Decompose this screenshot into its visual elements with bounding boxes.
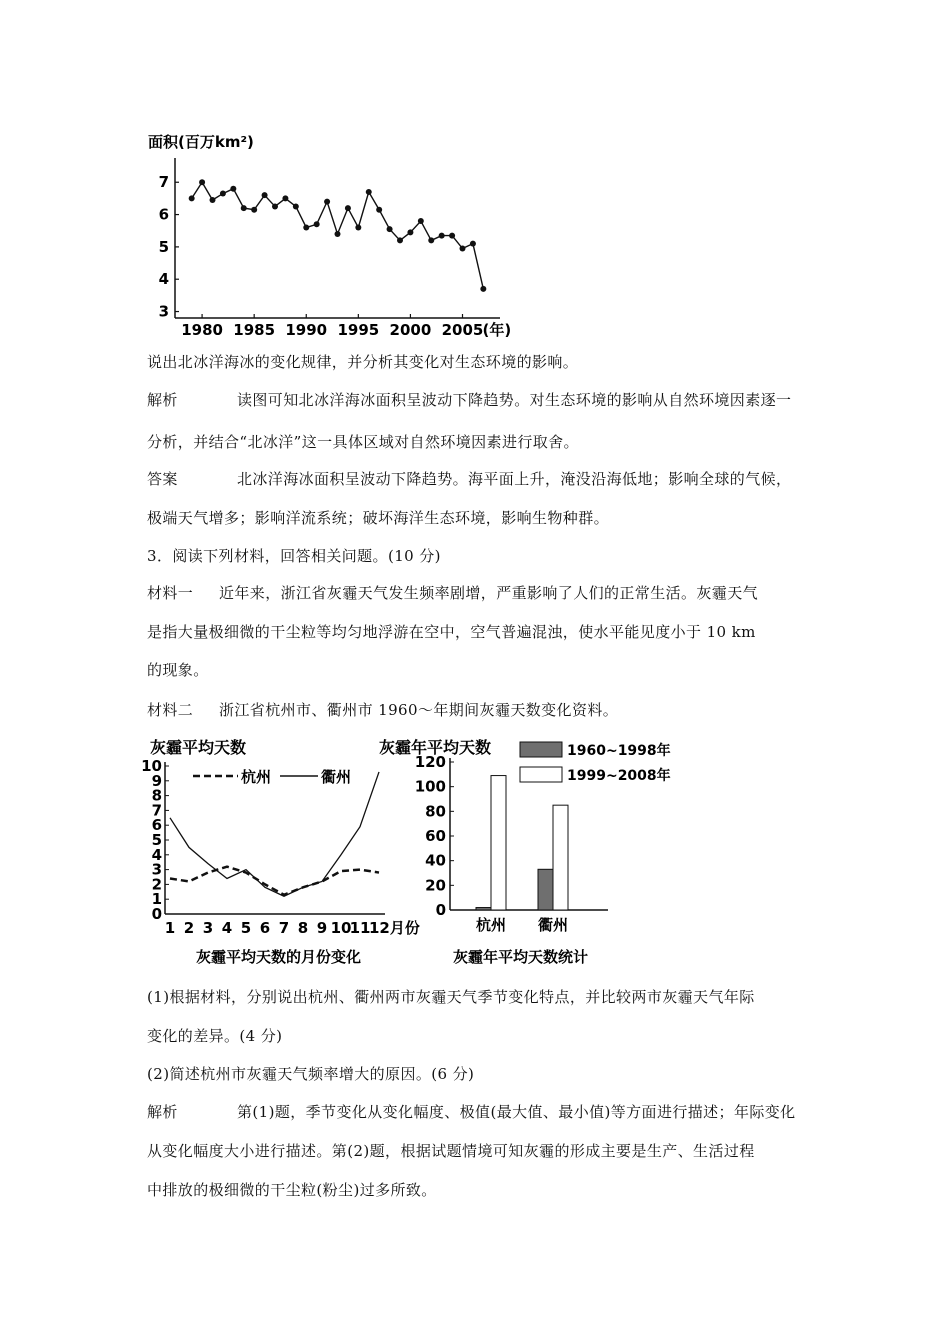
haze-annual-bar — [538, 869, 553, 910]
sea-ice-x-tick-label: 1995 — [337, 321, 380, 339]
analysis2-label: 解析 — [147, 1103, 178, 1121]
haze-annual-bar — [491, 776, 506, 910]
material-1-line-2: 是指大量极细微的干尘粒等均匀地浮游在空中，空气普遍混浊，使水平能见度小于 10 km — [147, 623, 756, 641]
sea-ice-x-unit: (年) — [482, 321, 512, 339]
haze-annual-y-tick-label: 60 — [425, 827, 446, 845]
sea-ice-x-tick-label: 1985 — [233, 321, 276, 339]
haze-monthly-x-tick-label: 9 — [316, 919, 328, 937]
haze-monthly-y-tick-label: 1 — [151, 890, 162, 909]
haze-annual-caption: 灰霾年平均天数统计 — [453, 948, 589, 966]
legend-swatch-1999-2008 — [520, 767, 562, 782]
sea-ice-ylabel: 面积(百万km²) — [148, 133, 254, 151]
sea-ice-y-tick-label: 7 — [158, 173, 169, 192]
sea-ice-x-tick-label: 1990 — [285, 321, 328, 339]
sea-ice-y-tick-label: 5 — [158, 237, 169, 256]
haze-annual-title: 灰霾年平均天数 — [379, 738, 492, 757]
haze-monthly-x-tick-label: 1 — [164, 919, 176, 937]
haze-monthly-x-tick-label: 4 — [221, 919, 233, 937]
sea-ice-y-tick-label: 4 — [158, 270, 169, 289]
sea-ice-x-tick-label: 1980 — [181, 321, 223, 339]
haze-annual-x-tick-label: 杭州 — [475, 916, 507, 934]
haze-monthly-x-tick-label: 11 — [349, 919, 371, 937]
analysis-line-1 — [147, 390, 812, 410]
haze-monthly-y-tick-label: 6 — [151, 816, 162, 835]
legend-1960-1998: 1960~1998年 — [567, 743, 671, 759]
haze-annual-bar — [476, 908, 491, 910]
analysis2-line-3: 中排放的极细微的干尘粒(粉尘)过多所致。 — [147, 1181, 437, 1199]
material-1-text-1: 近年来，浙江省灰霾天气发生频率剧增，严重影响了人们的正常生活。灰霾天气 — [219, 584, 759, 602]
haze-annual-y-tick-label: 80 — [425, 802, 446, 821]
legend-swatch-1960-1998 — [520, 742, 562, 757]
question-intro: 说出北冰洋海冰的变化规律，并分析其变化对生态环境的影响。 — [147, 353, 579, 371]
haze-annual-y-tick-label: 100 — [414, 777, 446, 796]
haze-annual-y-tick-label: 40 — [425, 851, 446, 870]
haze-monthly-y-tick-label: 7 — [151, 801, 162, 820]
haze-monthly-x-tick-label: 8 — [297, 919, 309, 937]
sub-question-1-line-2: 变化的差异。(4 分) — [147, 1027, 283, 1045]
sea-ice-x-tick-label: 2000 — [389, 321, 432, 339]
haze-monthly-y-tick-label: 0 — [151, 905, 162, 923]
analysis-line-2: 分析，并结合“北冰洋”这一具体区域对自然环境因素进行取舍。 — [147, 433, 579, 451]
haze-monthly-x-tick-label: 7 — [278, 919, 290, 937]
answer-text-1: 北冰洋海冰面积呈波动下降趋势。海平面上升，淹没沿海低地；影响全球的气候， — [237, 470, 792, 488]
material-2-text-1: 浙江省杭州市、衢州市 1960～年期间灰霾天数变化资料。 — [219, 701, 619, 719]
analysis2-line-2: 从变化幅度大小进行描述。第(2)题，根据试题情境可知灰霾的形成主要是生产、生活过程 — [147, 1142, 755, 1160]
haze-monthly-y-tick-label: 2 — [151, 875, 162, 894]
haze-monthly-y-tick-label: 8 — [151, 786, 162, 805]
haze-monthly-y-tick-label: 9 — [151, 771, 162, 790]
sea-ice-x-tick-label: 2005 — [441, 321, 484, 339]
answer-label: 答案 — [147, 470, 178, 488]
material-1-label: 材料一 — [147, 584, 194, 602]
material-2-line-1 — [147, 700, 812, 720]
answer-line-1 — [147, 469, 812, 489]
haze-monthly-x-tick-label: 2 — [183, 919, 195, 937]
haze-monthly-x-tick-label: 3 — [202, 919, 214, 937]
haze-annual-y-tick-label: 0 — [435, 901, 446, 919]
analysis-label: 解析 — [147, 391, 178, 409]
legend-1999-2008: 1999~2008年 — [567, 768, 671, 784]
haze-monthly-x-tick-label: 6 — [259, 919, 271, 937]
haze-monthly-y-tick-label: 5 — [151, 831, 162, 849]
haze-monthly-x-tick-label: 12月份 — [369, 919, 420, 937]
sea-ice-y-tick-label: 3 — [158, 302, 169, 321]
sea-ice-y-tick-label: 6 — [158, 205, 169, 224]
haze-annual-y-tick-label: 20 — [425, 876, 446, 895]
answer-line-2: 极端天气增多；影响洋流系统；破坏海洋生态环境，影响生物种群。 — [147, 509, 610, 527]
haze-monthly-y-tick-label: 3 — [151, 860, 162, 879]
haze-monthly-x-tick-label: 10 — [330, 919, 352, 937]
material-2-label: 材料二 — [147, 701, 194, 719]
material-1-line-1 — [147, 583, 812, 603]
haze-monthly-y-tick-label: 4 — [151, 845, 162, 864]
analysis-text-1: 读图可知北冰洋海冰面积呈波动下降趋势。对生态环境的影响从自然环境因素逐一 — [237, 391, 792, 409]
haze-annual-y-tick-label: 120 — [414, 753, 446, 771]
legend-quzhou: 衢州 — [321, 768, 352, 786]
haze-monthly-x-tick-label: 5 — [240, 919, 252, 937]
haze-monthly-title: 灰霾平均天数 — [150, 738, 247, 757]
legend-hangzhou: 杭州 — [241, 768, 272, 786]
haze-monthly-y-tick-label: 10 — [141, 757, 162, 775]
question-3: 3．阅读下列材料，回答相关问题。(10 分) — [147, 547, 441, 565]
material-1-line-3: 的现象。 — [147, 661, 209, 679]
sub-question-1-line-1: (1)根据材料，分别说出杭州、衢州两市灰霾天气季节变化特点，并比较两市灰霾天气年际 — [147, 988, 755, 1006]
haze-annual-x-tick-label: 衢州 — [537, 916, 569, 934]
analysis2-text-1: 第(1)题，季节变化从变化幅度、极值(最大值、最小值)等方面进行描述；年际变化 — [237, 1103, 796, 1121]
haze-monthly-caption: 灰霾平均天数的月份变化 — [196, 948, 362, 966]
haze-annual-bar — [553, 805, 568, 910]
analysis2-line-1 — [147, 1102, 812, 1122]
sub-question-2: (2)简述杭州市灰霾天气频率增大的原因。(6 分) — [147, 1065, 475, 1083]
